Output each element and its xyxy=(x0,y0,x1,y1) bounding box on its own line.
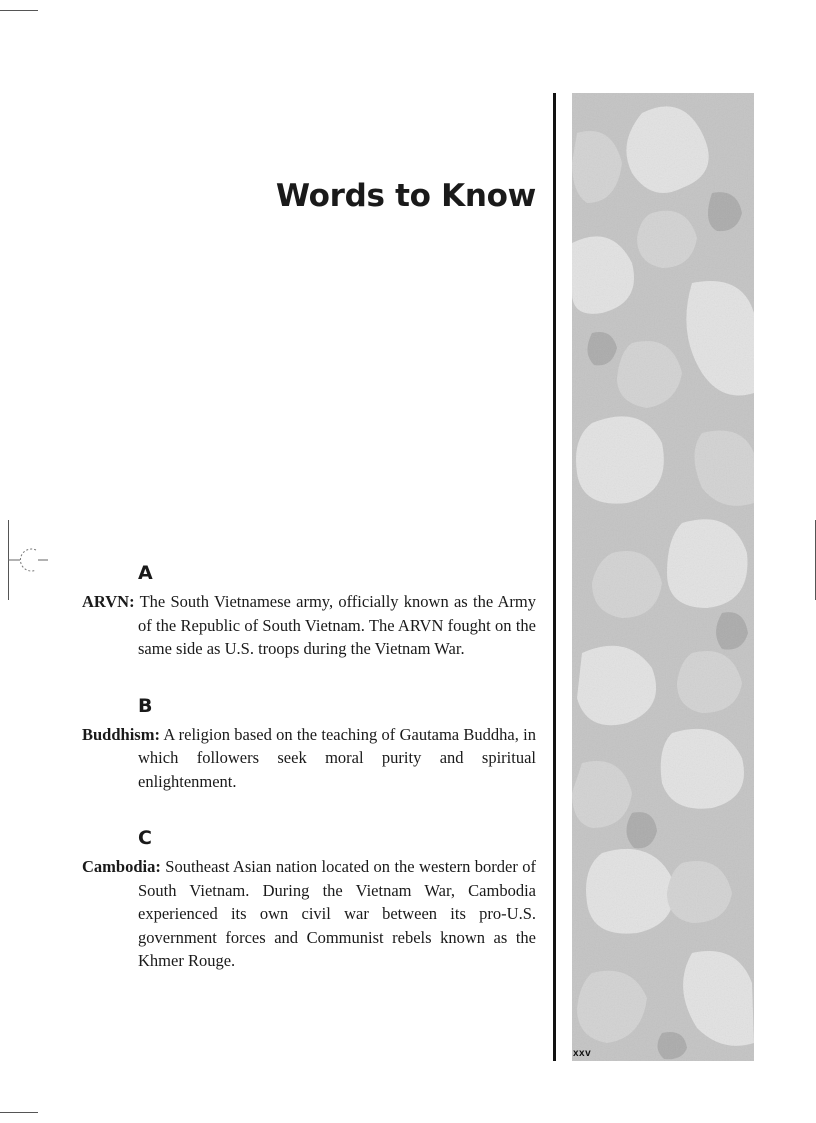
glossary-section-b xyxy=(82,693,536,794)
glossary-term: ARVN: xyxy=(82,592,135,611)
glossary-term: Cambodia: xyxy=(82,857,161,876)
glossary-entry xyxy=(82,590,536,661)
section-letter: A xyxy=(138,562,153,584)
decorative-sidebar xyxy=(572,93,754,1061)
glossary-section-a xyxy=(82,560,536,661)
section-letter: C xyxy=(138,827,152,849)
glossary-definition: The South Vietnamese army, officially known as the Army of the Republic of South Vietnam. The ARVN fought on the same side as U.S. troops during the Vietnam War. xyxy=(138,592,537,658)
glossary-section-c xyxy=(82,825,536,973)
page-title: Words to Know xyxy=(275,178,536,214)
glossary-entry xyxy=(82,723,536,794)
crop-mark-top-left xyxy=(0,10,38,11)
registration-mark-icon xyxy=(6,540,50,580)
glossary xyxy=(82,560,536,973)
crop-mark-bottom-left xyxy=(0,1112,38,1113)
glossary-entry xyxy=(82,855,536,973)
vertical-rule xyxy=(553,93,556,1061)
glossary-definition: A religion based on the teaching of Gautama Buddha, in which followers seek moral purity and spiritual enlightenment. xyxy=(138,724,537,791)
camouflage-pattern xyxy=(572,93,754,1061)
section-letter: B xyxy=(138,694,153,717)
glossary-definition: Southeast Asian nation located on the western border of South Vietnam. During the Vietnam War, Cambodia experienced its own civil war between its pro-U.S. government forces and Communist rebels known as the Khmer Rouge. xyxy=(138,857,537,970)
page-number: xxv xyxy=(573,1048,592,1059)
glossary-term: Buddhism: xyxy=(82,724,160,744)
